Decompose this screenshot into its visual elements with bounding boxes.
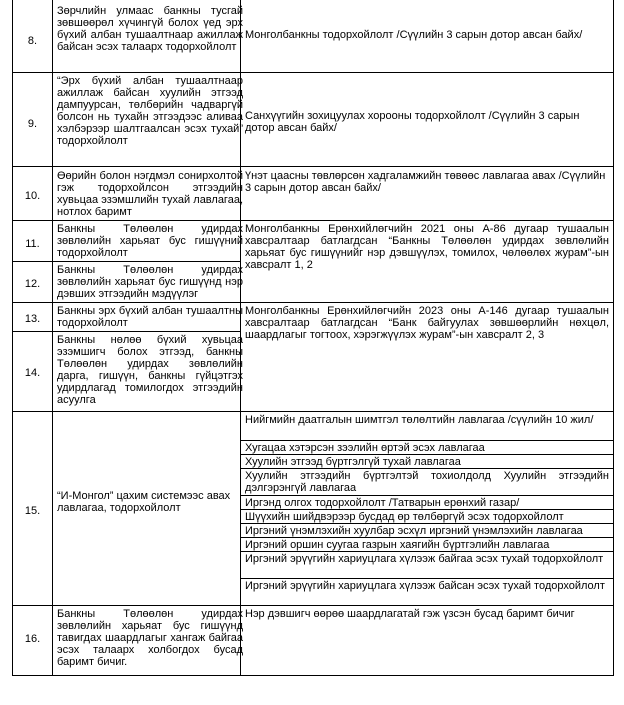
sub-divider [240,440,613,441]
requirement-text: Банкны Төлөөлөн удирдах зөвлөлийн харьяат бус гишүүний тодорхойлолт [57,223,243,259]
source-text: Үнэт цаасны төвлөрсөн хадгаламжийн төвөөс лавлагаа авах /Сүүлийн 3 сарын дотор авсан байх/ [245,170,606,194]
row-divider [13,166,613,167]
row-number: 12. [24,278,41,290]
requirement-text: “И-Монгол” цахим системээс авах лавлагаа, тодорхойлолт [57,490,231,514]
source-text: Монголбанкны Ерөнхийлөгчийн 2021 оны А-86 дугаар тушаалын хавсралтаар батлагдсан “Банкны Төлөөлөн удирдах зөвлөлийн харьяат бус гишүүнийг нэр дэвшүүлэх, томилох, чөлөөлөх журам”-ын хавсралт 1, 2 [245,223,609,271]
row-number: 13. [24,313,41,325]
row-divider [13,302,613,303]
reference-item: Иргэний үнэмлэхийн хуулбар эсхүл иргэний үнэмлэхийн лавлагаа [245,525,583,537]
row-number: 15. [24,505,41,517]
row-divider [13,72,613,73]
source-text: Нэр дэвшигч өөрөө шаардлагатай гэж үзсэн бусад баримт бичиг [245,608,575,620]
sub-divider [240,454,613,455]
requirement-text: Банкны Төлөөлөн удирдах зөвлөлийн харьяат бус гишүүнд нэр дэвших этгээдийн мэдүүлэг [57,264,243,300]
sub-divider [240,551,613,552]
row-divider [13,261,240,262]
reference-item: Хугацаа хэтэрсэн зээлийн өртэй эсэх лавлагаа [245,442,485,454]
requirement-text: “Эрх бүхий албан тушаалтнаар ажиллаж байсан хуулийн этгээд дампуурсан, төлбөрийн чадваргүй болсон нь тухайн этгээдээс аливаа хэлбэрээр шалтгаалсан эсэх тухай” тодорхойлолт [57,75,243,147]
reference-item: Хуулийн этгээд бүртгэлгүй тухай лавлагаа [245,456,461,468]
row-number: 11. [25,238,40,250]
reference-item: Иргэний эрүүгийн хариуцлага хүлээж байсан эсэх тухай тодорхойлолт [245,580,605,592]
sub-divider [240,468,613,469]
reference-item: Хуулийн этгээдийн бүртгэлтэй тохиолдолд Хуулийн этгээдийн дэлгэрэнгүй лавлагаа [245,470,609,494]
reference-item: Иргэний оршин суугаа газрын хаягийн бүртгэлийн лавлагаа [245,539,550,551]
row-number: 16. [24,633,41,645]
requirement-text: Зөрчлийн улмаас банкны тусгай зөвшөөрөл хүчингүй болох үед эрх бүхий албан тушаалтнаар ажиллаж байсан эсэх талаарх тодорхойлолт [57,5,243,53]
row-number: 14. [24,367,41,379]
reference-item: Иргэний эрүүгийн хариуцлага хүлээж байгаа эсэх тухай тодорхойлолт [245,553,604,565]
reference-item: Нийгмийн даатгалын шимтгэл төлөлтийн лавлагаа /сүүлийн 10 жил/ [245,414,594,426]
requirement-text: Банкны эрх бүхий албан тушаалтны тодорхойлолт [57,305,243,329]
requirements-table [12,0,614,676]
sub-divider [240,523,613,524]
reference-item: Иргэнд олгох тодорхойлолт /Татварын ерөнхий газар/ [245,497,520,509]
sub-divider [240,509,613,510]
sub-divider [240,495,613,496]
source-text: Монголбанкны Ерөнхийлөгчийн 2023 оны А-146 дугаар тушаалын хавсралтаар батлагдсан “Банк байгуулах зөвшөөрлийн нөхцөл, шаардлагыг тогтоох, хэрэгжүүлэх журам”-ын хавсралт 2, 3 [245,305,609,341]
row-number: 9. [27,118,38,130]
requirement-text: Банкны нөлөө бүхий хувьцаа эзэмшигч болох этгээд, банкны Төлөөлөн удирдах зөвлөлийн дарга, гишүүн, банкны гүйцэтгэх удирдлагад томилогдох этгээдийн асуулга [57,334,243,406]
reference-item: Шүүхийн шийдвэрээр бусдад өр төлбөргүй эсэх тодорхойлолт [245,511,564,523]
row-divider [13,331,240,332]
source-text: Санхүүгийн зохицуулах хорооны тодорхойлолт /Сүүлийн 3 сарын дотор авсан байх/ [245,110,580,134]
row-number: 8. [27,35,38,47]
row-number: 10. [24,190,41,202]
row-divider [13,220,613,221]
sub-divider [240,537,613,538]
row-divider [13,411,613,412]
sub-divider [240,578,613,579]
requirement-text: Өөрийн болон нэгдмэл сонирхолтой гэж тодорхойлсон этгээдийн хувьцаа эзэмшлийн тухай лавлагаа, нотлох баримт [57,170,243,218]
row-divider [13,605,613,606]
requirement-text: Банкны Төлөөлөн удирдах зөвлөлийн харьяат бус гишүүнд тавигдах шаардлагыг хангаж байгаа эсэх талаарх холбогдох бусад баримт бичиг. [57,608,243,668]
source-text: Монголбанкны тодорхойлолт /Сүүлийн 3 сарын дотор авсан байх/ [245,29,583,41]
column-divider [52,0,53,675]
